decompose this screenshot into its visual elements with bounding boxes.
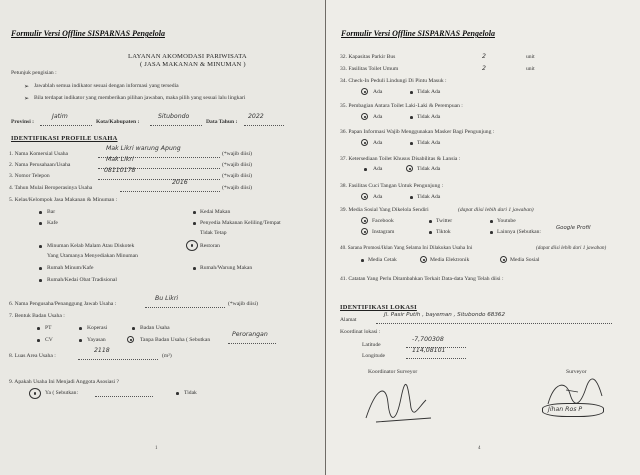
option-katering[interactable]: Penyedia Makanan Keliling/Tempat — [200, 220, 281, 226]
option-rumah-kedai[interactable]: Rumah/Kedai Obat Tradisional — [47, 277, 117, 283]
option-instagram[interactable]: Instagram — [372, 229, 395, 235]
q6-label: 6. Nama Pengusaha/Penanggung Jawab Usaha : — [9, 301, 117, 307]
q33-unit: unit — [526, 66, 535, 72]
provinsi-field[interactable]: Jatim — [52, 113, 68, 120]
option-youtube[interactable]: Youtube — [497, 218, 516, 224]
q32-field[interactable]: 2 — [482, 53, 486, 60]
selected-radio-instagram[interactable] — [361, 228, 368, 235]
option-badan-usaha[interactable]: Badan Usaha — [140, 325, 170, 331]
option-media-cetak[interactable]: Media Cetak — [368, 257, 397, 263]
option-kafe[interactable]: Kafe — [47, 220, 58, 226]
latitude-label: Latitude — [362, 342, 381, 348]
alamat-label: Alamat — [340, 317, 357, 323]
kota-label: Kota/Kabupaten : — [96, 119, 140, 125]
tanpa-badan-usaha-field[interactable]: Perorangan — [232, 331, 268, 338]
option-tidak-ada[interactable]: Tidak Ada — [417, 140, 441, 146]
option-koperasi[interactable]: Koperasi — [87, 325, 108, 331]
q1-field[interactable]: Mak Likri warung Apung — [106, 145, 181, 152]
option-kedai-makan[interactable]: Kedai Makan — [200, 209, 231, 215]
option-tidak-ada[interactable]: Tidak Ada — [417, 114, 441, 120]
kota-field[interactable]: Situbondo — [158, 113, 190, 120]
instruction-1: Jawablah semua indikator sesuai dengan informasi yang tersedia — [34, 83, 179, 89]
q40-label: 40. Sarana Promosi/Iklan Yang Selama Ini Dilakukan Usaha Ini — [340, 245, 473, 251]
page-number-right: 4 — [478, 446, 481, 451]
q5-label: 5. Kelas/Kelompok Jasa Makanan & Minuman : — [9, 197, 118, 203]
option-rumah-makan[interactable]: Rumah/Warung Makan — [200, 265, 253, 271]
form-title-line1: LAYANAN AKOMODASI PARIWISATA — [128, 53, 247, 60]
q6-field[interactable]: Bu Likri — [155, 295, 179, 302]
option-tidak-ada[interactable]: Tidak Ada — [417, 166, 441, 172]
q35-label: 35. Pembagian Antara Toilet Laki-Laki & Perempuan : — [340, 103, 463, 109]
option-ya[interactable]: Ya ( Sebutkan: — [45, 390, 78, 396]
section-heading-location: IDENTIFIKASI LOKASI — [340, 304, 417, 311]
option-tiktok[interactable]: Tiktok — [436, 229, 451, 235]
form-title-line2: ( JASA MAKANAN & MINUMAN ) — [140, 61, 246, 68]
option-ada[interactable]: Ada — [373, 166, 383, 172]
surveyor-signature-label: Surveyor — [566, 369, 587, 375]
instruction-2: Bila terdapat indikator yang memberikan pilihan jawaban, maka pilih yang sesuai lalu lingkari — [34, 95, 246, 101]
option-pt[interactable]: PT — [45, 325, 52, 331]
option-katering-line2: Tidak Tetap — [200, 230, 227, 236]
option-media-sosial[interactable]: Media Sosial — [510, 257, 540, 263]
arrow-right-icon: ➢ — [24, 84, 30, 90]
data-tahun-field[interactable]: 2022 — [248, 113, 264, 120]
q32-unit: unit — [526, 54, 535, 60]
q1-label: 1. Nama Komersial Usaha — [9, 151, 69, 157]
instructions-label: Petunjuk pengisian : — [11, 70, 57, 76]
option-tidak[interactable]: Tidak — [184, 390, 197, 396]
koordinat-label: Koordinat lokasi : — [340, 329, 381, 335]
selected-radio-tidak-ada[interactable] — [406, 165, 413, 172]
q8-unit: (m²) — [162, 353, 172, 359]
required-note: (*wajib diisi) — [222, 162, 252, 168]
q4-label: 4. Tahun Mulai Beroperasinya Usaha — [9, 185, 93, 191]
q32-label: 32. Kapasitas Parkir Bus — [340, 54, 396, 60]
latitude-field[interactable]: -7,700308 — [412, 336, 444, 343]
provinsi-label: Provinsi : — [11, 119, 35, 125]
form-page-right — [326, 0, 640, 475]
q34-label: 34. Check-In Peduli Lindungi Di Pintu Masuk : — [340, 78, 447, 84]
longitude-field[interactable]: 114,08101 — [412, 347, 446, 354]
required-note: (*wajib diisi) — [222, 151, 252, 157]
q38-label: 38. Fasilitas Cuci Tangan Untuk Pengunjung : — [340, 183, 444, 189]
option-media-elektronik[interactable]: Media Elektronik — [430, 257, 470, 263]
q39-note: (dapat diisi lebih dari 1 jawaban) — [458, 207, 534, 213]
coordinator-signature-label: Koordinator Surveyor — [368, 369, 418, 375]
q2-field[interactable]: Mak Likri — [106, 156, 134, 163]
q41-label: 41. Catatan Yang Perlu Ditambahkan Terkait Data-data Yang Telah diisi : — [340, 276, 504, 282]
option-rumah-minum[interactable]: Rumah Minum/Kafe — [47, 265, 94, 271]
form-header-title: Formulir Versi Offline SISPARNAS Pengelola — [341, 29, 495, 38]
selected-radio-media-elektronik[interactable] — [420, 256, 427, 263]
q8-label: 8. Luas Area Usaha : — [9, 353, 56, 359]
page-number-left: 1 — [155, 446, 158, 451]
longitude-label: Longitude — [362, 353, 385, 359]
option-ada[interactable]: Ada — [373, 140, 383, 146]
option-cv[interactable]: CV — [45, 337, 53, 343]
coordinator-signature — [356, 378, 446, 428]
option-yayasan[interactable]: Yayasan — [87, 337, 106, 343]
required-note: (*wajib diisi) — [222, 173, 252, 179]
q3-field[interactable]: 08110178 — [104, 167, 136, 174]
option-minuman-line2: Yang Utamanya Menyediakan Minuman — [47, 253, 138, 259]
selected-radio-ada[interactable] — [361, 88, 368, 95]
option-ada[interactable]: Ada — [373, 114, 383, 120]
q3-label: 3. Nomor Telepon — [9, 173, 50, 179]
option-ada[interactable]: Ada — [373, 194, 383, 200]
selected-radio-media-sosial[interactable] — [500, 256, 507, 263]
q33-label: 33. Fasilitas Toilet Umum — [340, 66, 399, 72]
option-lainnya[interactable]: Lainnya (Sebutkan: — [497, 229, 541, 235]
option-minuman[interactable]: Minuman Kelab Malam Atau Diskotek — [47, 243, 135, 249]
option-tidak-ada[interactable]: Tidak Ada — [417, 194, 441, 200]
selected-radio-ada[interactable] — [361, 113, 368, 120]
q4-field[interactable]: 2016 — [172, 179, 188, 186]
option-restoran[interactable]: Restoran — [200, 243, 220, 249]
arrow-right-icon: ➢ — [24, 96, 30, 102]
selected-radio-ada[interactable] — [361, 139, 368, 146]
selected-radio-tanpa-badan-usaha[interactable] — [127, 336, 134, 343]
q2-label: 2. Nama Perusahaan/Usaha — [9, 162, 71, 168]
option-tanpa-badan-usaha[interactable]: Tanpa Badan Usaha ( Sebutkan — [140, 337, 211, 343]
form-header-title: Formulir Versi Offline SISPARNAS Pengelola — [11, 29, 165, 38]
option-bar[interactable]: Bar — [47, 209, 56, 215]
q33-field[interactable]: 2 — [482, 65, 486, 72]
option-tidak-ada[interactable]: Tidak Ada — [417, 89, 441, 95]
q9-label: 9. Apakah Usaha Ini Menjadi Anggota Asosiasi ? — [9, 379, 119, 385]
option-facebook[interactable]: Facebook — [372, 218, 394, 224]
alamat-field[interactable]: Jl. Pasir Putih , bayeman , Situbondo 68362 — [384, 312, 506, 318]
q37-label: 37. Ketersediaan Toilet Khusus Disabilitas & Lansia : — [340, 156, 461, 162]
surveyor-name: Jihan Ros P — [548, 406, 583, 413]
required-note: (*wajib diisi) — [222, 185, 252, 191]
q36-label: 36. Papan Informasi Wajib Menggunakan Masker Bagi Pengunjung : — [340, 129, 495, 135]
data-tahun-label: Data Tahun : — [206, 119, 238, 125]
required-note: (*wajib diisi) — [228, 301, 258, 307]
option-twitter[interactable]: Twitter — [436, 218, 453, 224]
selected-radio-facebook[interactable] — [361, 217, 368, 224]
option-ada[interactable]: Ada — [373, 89, 383, 95]
q7-label: 7. Bentuk Badan Usaha : — [9, 313, 65, 319]
lainnya-field[interactable]: Google Profil — [556, 225, 591, 231]
q40-note: (dapat diisi lebih dari 1 jawaban) — [536, 245, 607, 251]
q8-field[interactable]: 2118 — [94, 347, 110, 354]
section-heading-profile: IDENTIFIKASI PROFILE USAHA — [11, 135, 118, 142]
q39-label: 39. Media Sosial Yang Dikelola Sendiri — [340, 207, 429, 213]
selected-radio-ada[interactable] — [361, 193, 368, 200]
